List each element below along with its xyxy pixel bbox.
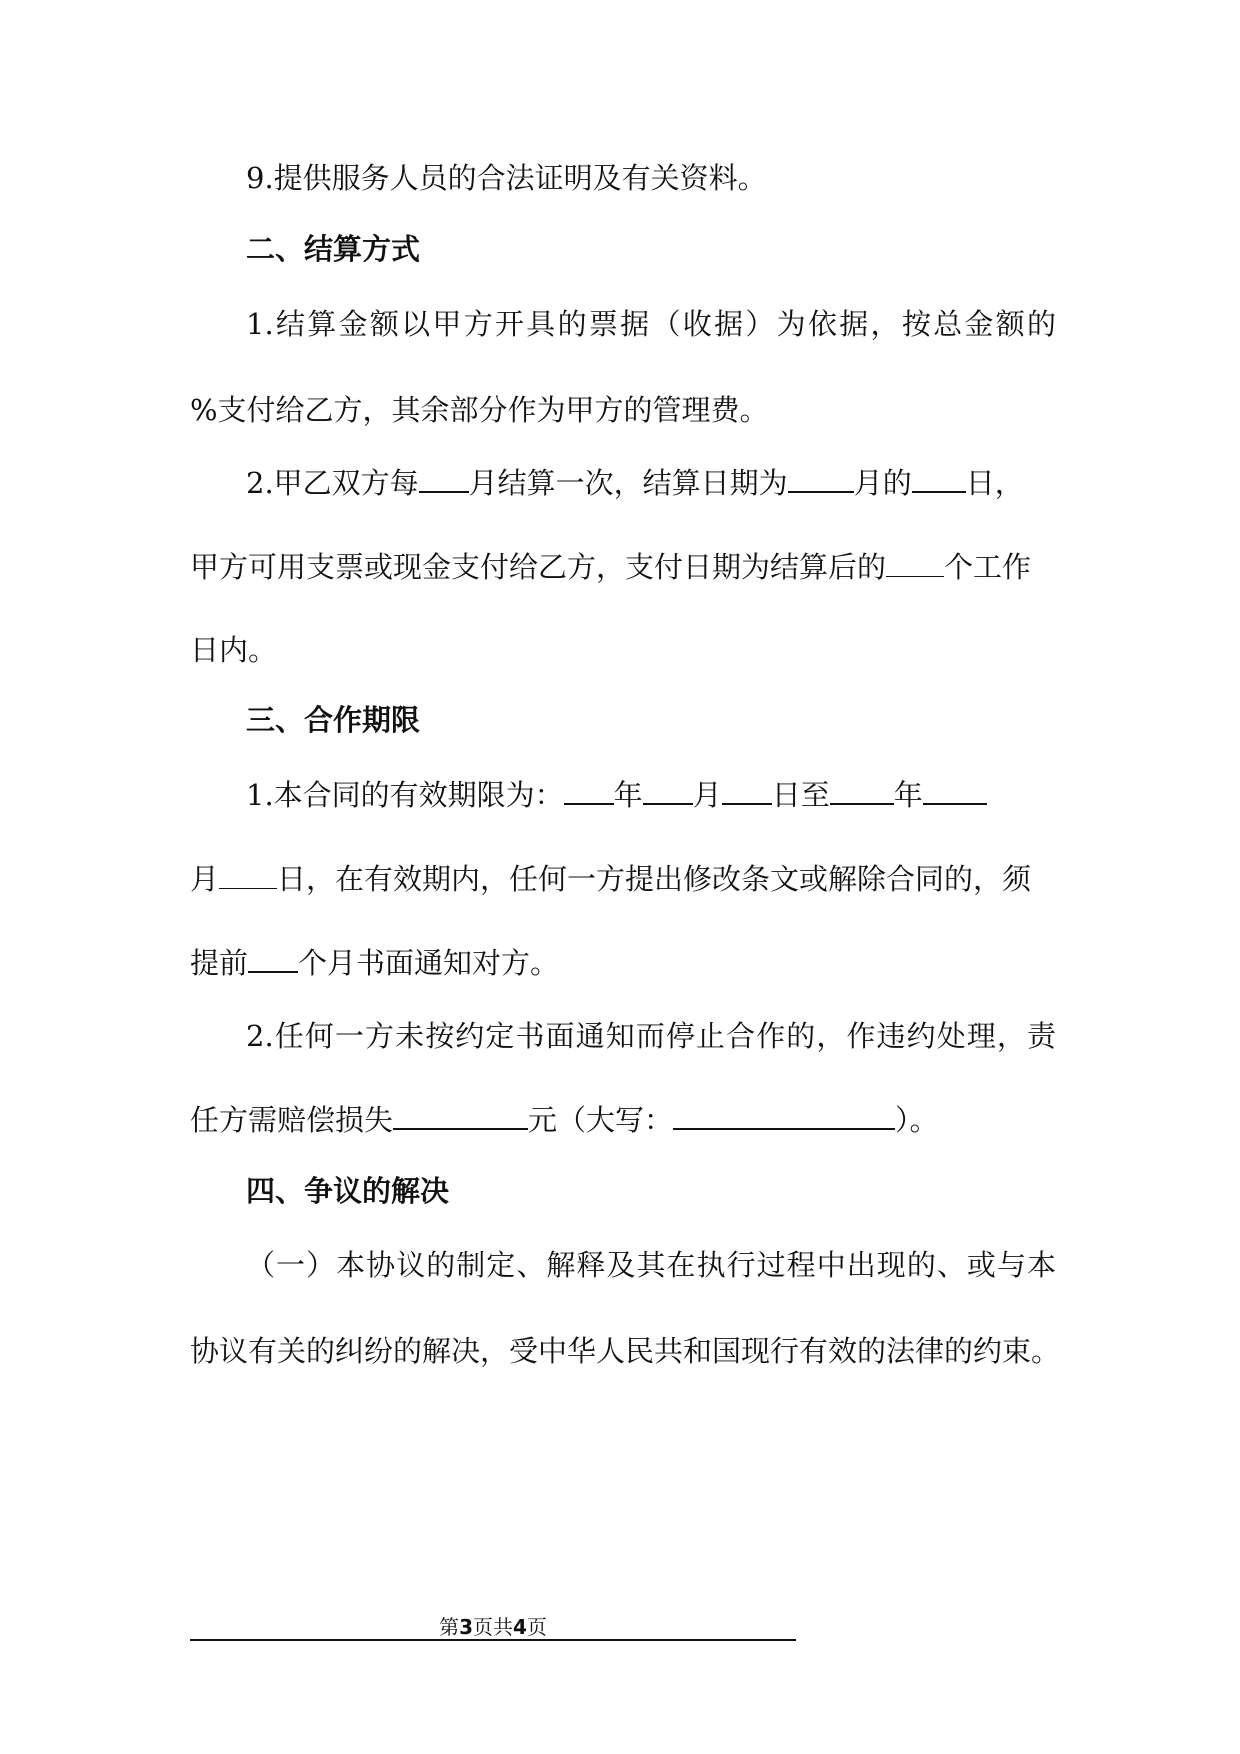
text-segment: 甲方可用支票或现金支付给乙方，支付日期为结算后的: [190, 550, 887, 584]
text-segment: 1.本合同的有效期限为：: [246, 778, 564, 812]
fill-in-blank: [643, 775, 693, 805]
fill-in-blank: [419, 463, 469, 493]
paragraph-line: 1.结算金额以甲方开具的票据（收据）为依据，按总金额的: [246, 307, 1056, 341]
text-segment: 个工作: [944, 550, 1032, 584]
text-segment: 提前: [190, 946, 249, 980]
section-heading-dispute: 四、争议的解决: [246, 1174, 450, 1208]
fill-in-blank: [219, 860, 277, 889]
fill-in-blank: [886, 548, 944, 577]
text-segment: 年: [893, 778, 923, 812]
text-segment: 日至: [771, 778, 830, 812]
paragraph-line: [190, 547, 1031, 587]
text-segment: 元（大写：: [528, 1103, 674, 1137]
text-segment: 日，在有效期内，任何一方提出修改条文或解除合同的，须: [277, 862, 1032, 896]
fill-in-blank: [722, 775, 772, 805]
paragraph-line: （一）本协议的制定、解释及其在执行过程中出现的、或与本: [246, 1248, 1056, 1282]
fill-in-blank: [923, 775, 987, 805]
footer-divider: [190, 1639, 796, 1641]
fill-in-blank: [788, 463, 854, 493]
fill-in-blank: [673, 1100, 895, 1130]
paragraph-line: [246, 775, 987, 815]
clause-9: 9.提供服务人员的合法证明及有关资料。: [246, 161, 767, 195]
text-segment: 月的: [853, 466, 912, 500]
text-segment: 年: [613, 778, 643, 812]
paragraph-line: %支付给乙方，其余部分作为甲方的管理费。: [190, 393, 769, 427]
text-segment: 个月书面通知对方。: [298, 946, 560, 980]
footer-text: 页: [526, 1615, 547, 1639]
paragraph-line: 协议有关的纠纷的解决，受中华人民共和国现行有效的法律的约束。: [190, 1334, 1061, 1368]
total-page-count: 4: [513, 1615, 527, 1639]
current-page-number: 3: [459, 1615, 473, 1639]
paragraph-line: [190, 1100, 939, 1140]
text-segment: 月: [692, 778, 722, 812]
fill-in-blank: [830, 775, 894, 805]
text-segment: 日，: [965, 466, 1024, 500]
fill-in-blank: [248, 943, 298, 973]
footer-text: 第: [439, 1615, 460, 1639]
section-heading-settlement: 二、结算方式: [246, 232, 421, 266]
page-footer: [190, 1615, 796, 1639]
fill-in-blank: [393, 1100, 528, 1130]
paragraph-line: [190, 859, 1031, 899]
paragraph-line: [246, 463, 1024, 503]
footer-text: 页共: [473, 1615, 513, 1639]
fill-in-blank: [564, 775, 614, 805]
text-segment: 2.甲乙双方每: [246, 466, 419, 500]
text-segment: 月: [190, 862, 220, 896]
paragraph-line: [190, 943, 559, 983]
paragraph-line: 日内。: [190, 633, 278, 667]
text-segment: 月结算一次，结算日期为: [468, 466, 788, 500]
fill-in-blank: [912, 463, 966, 493]
text-segment: 任方需赔偿损失: [190, 1103, 394, 1137]
paragraph-line: 2.任何一方未按约定书面通知而停止合作的，作违约处理，责: [246, 1019, 1056, 1053]
text-segment: ）。: [895, 1103, 939, 1137]
section-heading-term: 三、合作期限: [246, 703, 421, 737]
